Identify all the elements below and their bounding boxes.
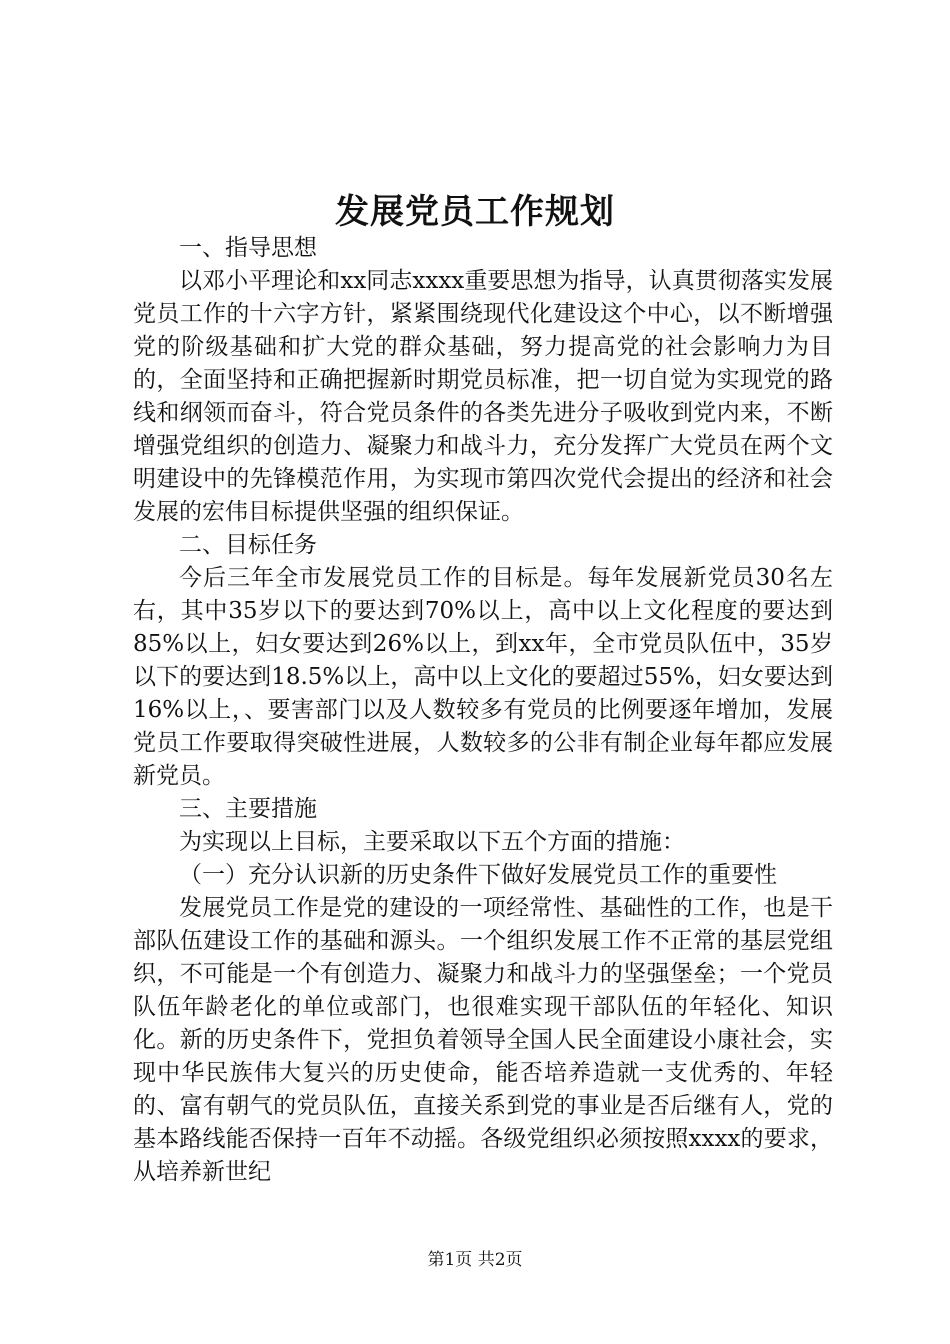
section-heading-goals: 二、目标任务	[179, 532, 317, 558]
paragraph-guiding-ideology: 以邓小平理论和xx同志xxxx重要思想为指导，认真贯彻落实发展党员工作的十六字方针，紧紧围绕现代化建设这个中心，以不断增强党的阶级基础和扩大党的群众基础，努力提高党的社会影响力为目的，全面坚持和正确把握新时期党员标准，把一切自觉为实现党的路线和纲领而奋斗，符合党员条件的各类先进分子吸收到党内来，不断增强党组织的创造力、凝聚力和战斗力，充分发挥广大党员在两个文明建设中的先锋模范作用，为实现市第四次党代会提出的经济和社会发展的宏伟目标提供坚强的组织保证。	[133, 268, 833, 525]
section-heading-guiding-ideology: 一、指导思想	[179, 235, 317, 261]
subheading-measure-one: （一）充分认识新的历史条件下做好发展党员工作的重要性	[179, 862, 777, 888]
paragraph-measures-intro: 为实现以上目标，主要采取以下五个方面的措施：	[179, 829, 685, 855]
paragraph-goals: 今后三年全市发展党员工作的目标是。每年发展新党员30名左右，其中35岁以下的要达到70%以上，高中以上文化程度的要达到85%以上，妇女要达到26%以上，到xx年，全市党员队伍中，35岁以下的要达到18.5%以上，高中以上文化的要超过55%，妇女要达到16%以上，、要害部门以及人数较多有党员的比例要逐年增加，发展党员工作要取得突破性进展，人数较多的公非有制企业每年都应发展新党员。	[133, 565, 833, 789]
section-heading-measures: 三、主要措施	[179, 796, 317, 822]
document-title: 发展党员工作规划	[335, 192, 615, 232]
page-footer: 第1页 共2页	[427, 1250, 523, 1270]
document-body	[133, 232, 833, 1189]
paragraph-measure-one: 发展党员工作是党的建设的一项经常性、基础性的工作，也是干部队伍建设工作的基础和源头。一个组织发展工作不正常的基层党组织，不可能是一个有创造力、凝聚力和战斗力的坚强堡垒；一个党员队伍年龄老化的单位或部门，也很难实现干部队伍的年轻化、知识化。新的历史条件下，党担负着领导全国人民全面建设小康社会，实现中华民族伟大复兴的历史使命，能否培养造就一支优秀的、年轻的、富有朝气的党员队伍，直接关系到党的事业是否后继有人，党的基本路线能否保持一百年不动摇。各级党组织必须按照xxxx的要求，从培养新世纪	[133, 895, 833, 1185]
